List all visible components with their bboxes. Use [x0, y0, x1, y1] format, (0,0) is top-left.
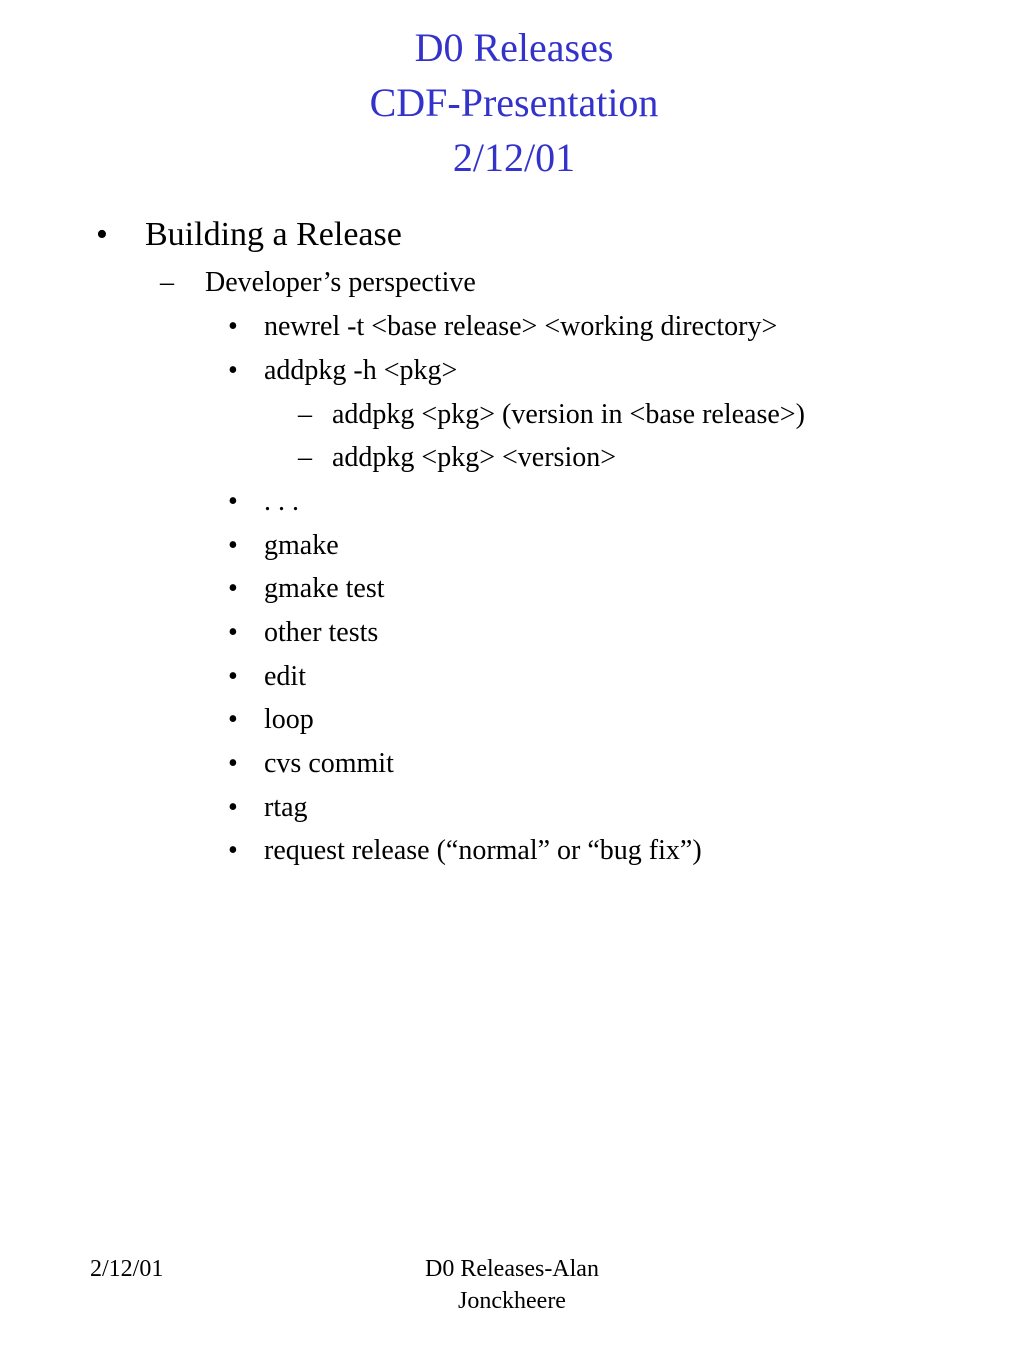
- footer-author-line-2: Jonckheere: [458, 1288, 566, 1314]
- outline-subheading: Developer’s perspective: [205, 267, 476, 298]
- list-item: request release (“normal” or “bug fix”): [264, 835, 702, 866]
- footer-author-line-1: D0 Releases-Alan: [425, 1256, 599, 1282]
- title-line-3: 2/12/01: [452, 135, 576, 180]
- bullet-icon: •: [228, 617, 238, 648]
- bullet-icon: •: [228, 355, 238, 386]
- dash-icon: –: [298, 442, 312, 473]
- list-item: loop: [264, 704, 314, 735]
- bullet-icon: •: [228, 835, 238, 866]
- bullet-icon: •: [228, 661, 238, 692]
- list-item: cvs commit: [264, 748, 394, 779]
- list-item: addpkg <pkg> <version>: [332, 442, 617, 473]
- bullet-icon: •: [228, 573, 238, 604]
- title-line-2: CDF-Presentation: [369, 80, 659, 125]
- bullet-icon: •: [228, 704, 238, 735]
- dash-icon: –: [160, 267, 174, 298]
- footer-author: [312, 1253, 712, 1317]
- list-item: rtag: [264, 792, 308, 823]
- list-item: . . .: [264, 486, 299, 517]
- list-item: addpkg <pkg> (version in <base release>): [332, 399, 805, 430]
- bullet-icon: •: [228, 748, 238, 779]
- list-item: gmake test: [264, 573, 385, 604]
- bullet-icon: •: [228, 486, 238, 517]
- bullet-icon: •: [228, 311, 238, 342]
- title-line-1: D0 Releases: [414, 25, 614, 70]
- bullet-icon: •: [96, 216, 108, 253]
- bullet-icon: •: [228, 530, 238, 561]
- list-item: edit: [264, 661, 306, 692]
- outline-heading: Building a Release: [145, 216, 402, 253]
- list-item: addpkg -h <pkg>: [264, 355, 458, 386]
- dash-icon: –: [298, 399, 312, 430]
- bullet-icon: •: [228, 792, 238, 823]
- list-item: newrel -t <base release> <working directory>: [264, 311, 778, 342]
- list-item: other tests: [264, 617, 379, 648]
- slide-title: [0, 20, 1024, 185]
- list-item: gmake: [264, 530, 339, 561]
- footer-date: 2/12/01: [90, 1256, 164, 1282]
